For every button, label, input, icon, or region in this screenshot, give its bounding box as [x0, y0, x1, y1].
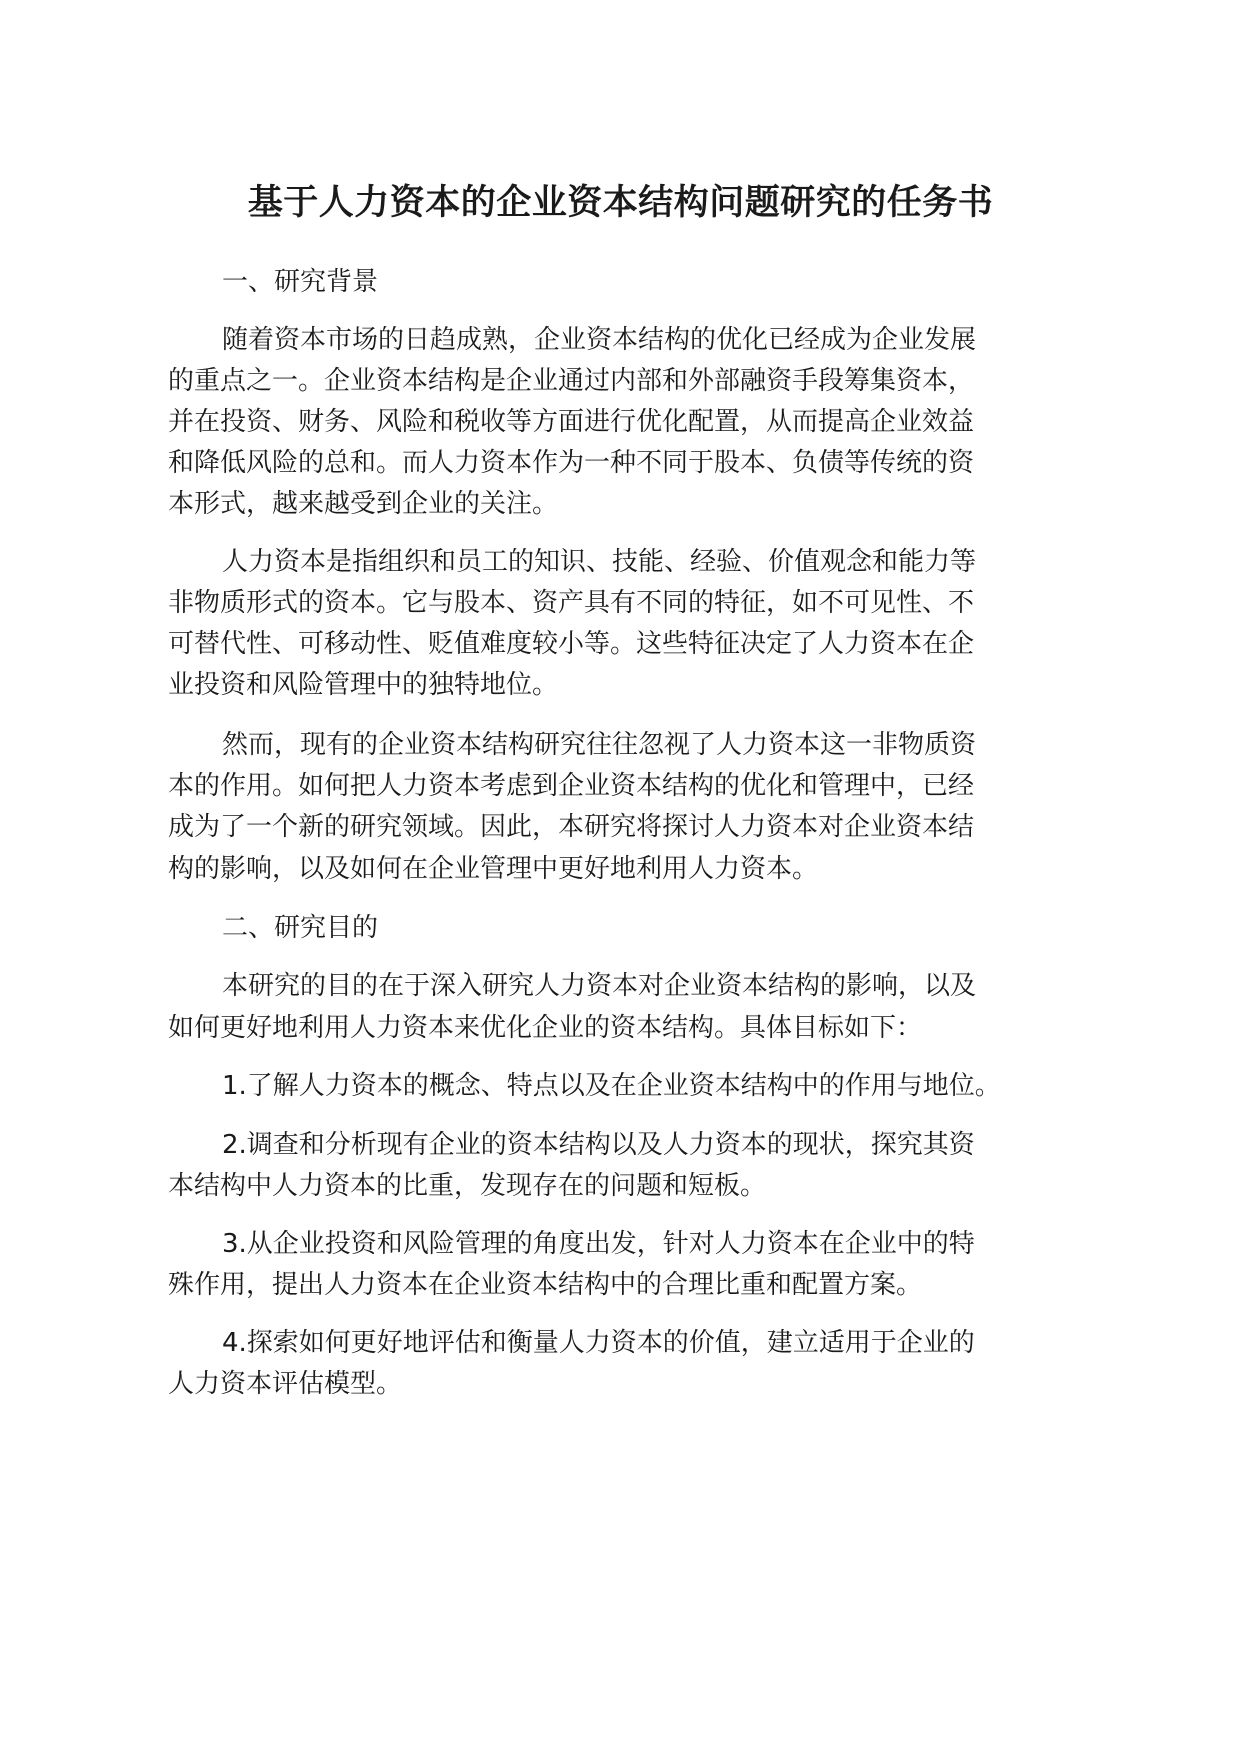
document-title: 基于人力资本的企业资本结构问题研究的任务书: [247, 183, 994, 223]
paragraph-line: 业投资和风险管理中的独特地位。: [168, 670, 559, 700]
paragraph-line: 人力资本是指组织和员工的知识、技能、经验、价值观念和能力等: [222, 547, 977, 577]
list-item-line: 3.从企业投资和风险管理的角度出发，针对人力资本在企业中的特: [222, 1229, 975, 1259]
paragraph-line: 非物质形式的资本。它与股本、资产具有不同的特征，如不可见性、不: [168, 588, 975, 618]
list-item-line: 本结构中人力资本的比重，发现存在的问题和短板。: [168, 1171, 767, 1201]
paragraph-line: 和降低风险的总和。而人力资本作为一种不同于股本、负债等传统的资: [168, 448, 975, 478]
section-heading-purpose: 二、研究目的: [222, 913, 379, 943]
paragraph-line: 可替代性、可移动性、贬值难度较小等。这些特征决定了人力资本在企: [168, 629, 975, 659]
list-item-line: 人力资本评估模型。: [168, 1369, 403, 1399]
paragraph-line: 并在投资、财务、风险和税收等方面进行优化配置，从而提高企业效益: [168, 407, 975, 437]
paragraph-line: 如何更好地利用人力资本来优化企业的资本结构。具体目标如下：: [168, 1013, 923, 1043]
list-item-line: 殊作用，提出人力资本在企业资本结构中的合理比重和配置方案。: [168, 1270, 923, 1300]
paragraph-line: 本的作用。如何把人力资本考虑到企业资本结构的优化和管理中，已经: [168, 771, 975, 801]
paragraph-line: 随着资本市场的日趋成熟，企业资本结构的优化已经成为企业发展: [222, 325, 977, 355]
paragraph-line: 的重点之一。企业资本结构是企业通过内部和外部融资手段筹集资本，: [168, 366, 975, 396]
paragraph-line: 然而，现有的企业资本结构研究往往忽视了人力资本这一非物质资: [222, 730, 977, 760]
paragraph-line: 成为了一个新的研究领域。因此，本研究将探讨人力资本对企业资本结: [168, 812, 975, 842]
list-item-line: 1.了解人力资本的概念、特点以及在企业资本结构中的作用与地位。: [222, 1071, 1001, 1101]
paragraph-line: 构的影响，以及如何在企业管理中更好地利用人力资本。: [168, 854, 819, 884]
paragraph-line: 本形式，越来越受到企业的关注。: [168, 489, 559, 519]
section-heading-background: 一、研究背景: [222, 267, 379, 297]
list-item-line: 4.探索如何更好地评估和衡量人力资本的价值，建立适用于企业的: [222, 1328, 975, 1358]
list-item-line: 2.调查和分析现有企业的资本结构以及人力资本的现状，探究其资: [222, 1130, 975, 1160]
paragraph-line: 本研究的目的在于深入研究人力资本对企业资本结构的影响，以及: [222, 971, 977, 1001]
